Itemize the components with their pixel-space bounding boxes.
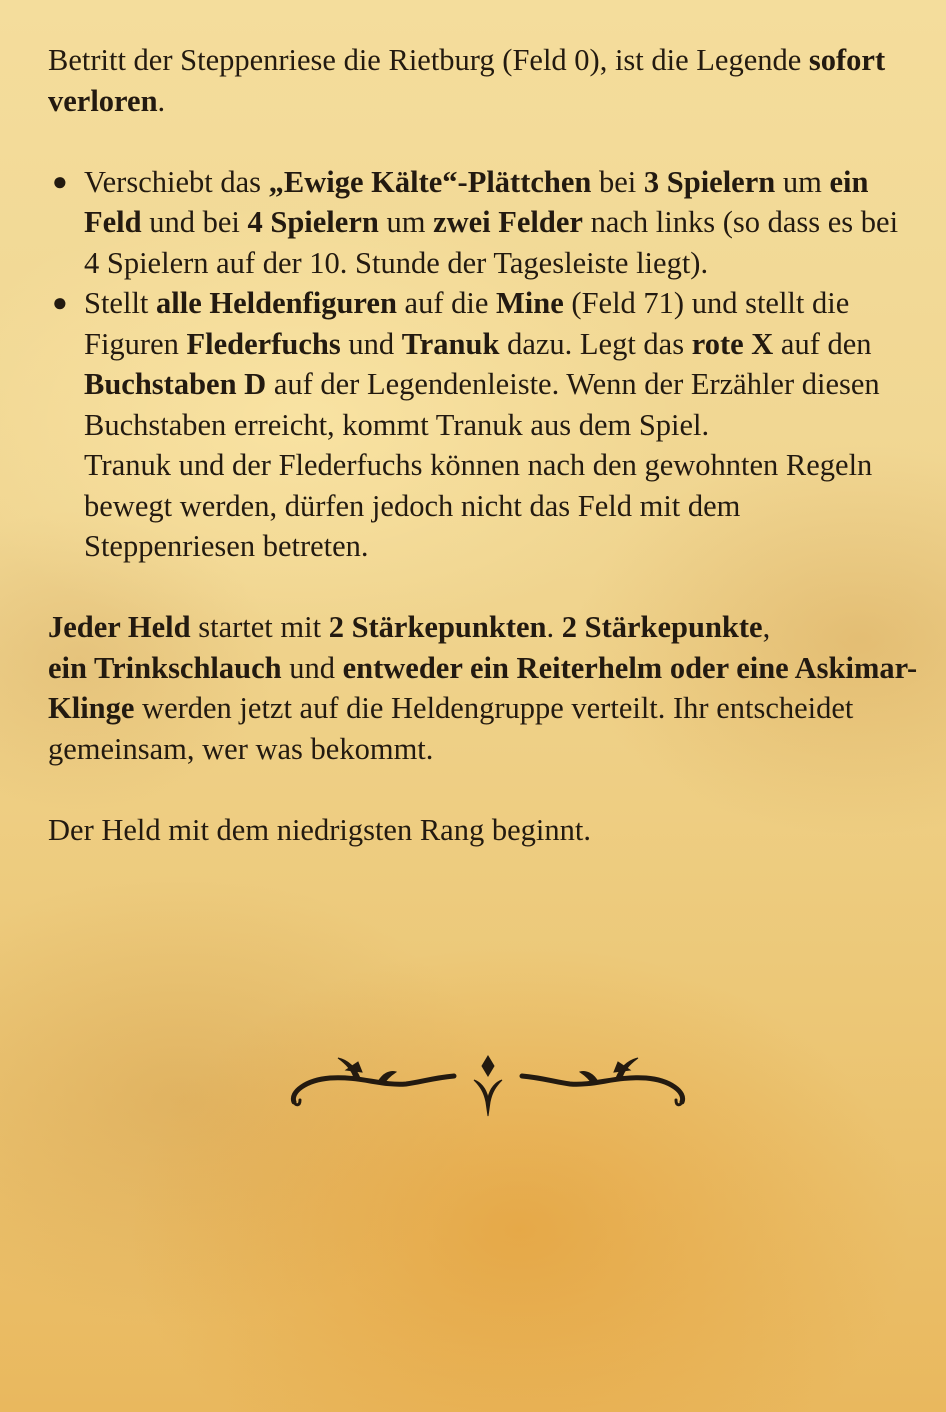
bullet2-text-5: dazu. Legt das — [499, 326, 692, 361]
setup-text-4: und — [281, 650, 343, 685]
bullet2-bold-3: Flederfuchs — [186, 326, 341, 361]
bullet1-text-5: um — [378, 205, 434, 239]
intro-text: Betritt der Steppenriese die Rietburg (Feld 0), ist die Legende — [48, 43, 809, 77]
setup-text-5: werden jetzt auf die Heldengruppe verteilt. Ihr entscheidet gemeinsam, wer was bekommt. — [48, 691, 854, 766]
setup-text-1: startet mit — [190, 610, 329, 644]
bullet1-text-2: bei — [591, 164, 644, 199]
bullet-item-hero-figures — [48, 283, 918, 567]
bullet1-bold-5: zwei Felder — [433, 205, 583, 239]
bullet1-text-3: um — [775, 164, 830, 199]
setup-bullet-list — [48, 162, 918, 567]
start-player-paragraph: Der Held mit dem niedrigsten Rang beginnt. — [48, 812, 591, 847]
setup-bold-3: 2 Stärkepunkte — [561, 610, 763, 644]
bullet2-text-6: auf den — [773, 326, 872, 361]
bullet2-text-2: auf die — [396, 286, 497, 320]
bullet2-bold-4: Tranuk — [401, 326, 500, 361]
setup-bold-1: Jeder Held — [48, 610, 191, 644]
bullet-dot-icon: ● — [52, 288, 68, 317]
setup-bold-2: 2 Stärkepunkten — [328, 610, 547, 644]
bullet1-text-1: Verschiebt das — [84, 164, 269, 199]
intro-end: . — [157, 83, 166, 118]
bullet-dot-icon: ● — [52, 166, 68, 196]
bullet2-text-3: (Feld 71) und stellt die Figuren — [84, 286, 850, 361]
bullet1-text-4: und bei — [141, 205, 248, 239]
bullet2-bold-2: Mine — [496, 286, 564, 320]
bullet2-bold-5: rote X — [691, 326, 774, 361]
bullet2-bold-1: alle Heldenfiguren — [156, 286, 397, 320]
setup-bold-5: entweder ein Reiterhelm oder eine Askimar-Klinge — [48, 650, 918, 725]
bullet2-followup-text: Tranuk und der Flederfuchs können nach den gewohnten Regeln bewegt werden, dürfen jedoch nicht das Feld mit dem Steppenriesen betreten. — [84, 448, 873, 563]
intro-bold: sofort verloren — [48, 43, 886, 118]
bullet2-bold-6: Buchstaben D — [84, 367, 267, 401]
bullet2-text-4: und — [340, 326, 402, 361]
setup-bold-4: ein Trinkschlauch — [48, 650, 282, 685]
bullet1-bold-2: 3 Spielern — [643, 164, 776, 199]
intro-paragraph — [48, 40, 918, 121]
bullet1-bold-1: „Ewige Kälte“-Plättchen — [268, 164, 592, 199]
setup-text-2: . — [546, 610, 562, 644]
bullet1-text-6: nach links (so dass es bei 4 Spielern auf der 10. Stunde der Tagesleiste liegt). — [84, 205, 899, 280]
bullet-item-cold-tile — [48, 162, 918, 284]
bullet2-text-7: auf der Legendenleiste. Wenn der Erzähler diesen Buchstaben erreicht, kommt Tranuk aus dem Spiel. — [84, 367, 880, 442]
bullet1-bold-3: ein Feld — [84, 164, 869, 239]
bullet1-bold-4: 4 Spielern — [247, 205, 379, 239]
scroll-flourish-divider-icon — [286, 1052, 690, 1124]
setup-text-3: , — [762, 610, 771, 644]
legend-card-text — [48, 40, 918, 850]
equipment-paragraph — [48, 607, 918, 769]
bullet2-text-1: Stellt — [84, 286, 157, 320]
